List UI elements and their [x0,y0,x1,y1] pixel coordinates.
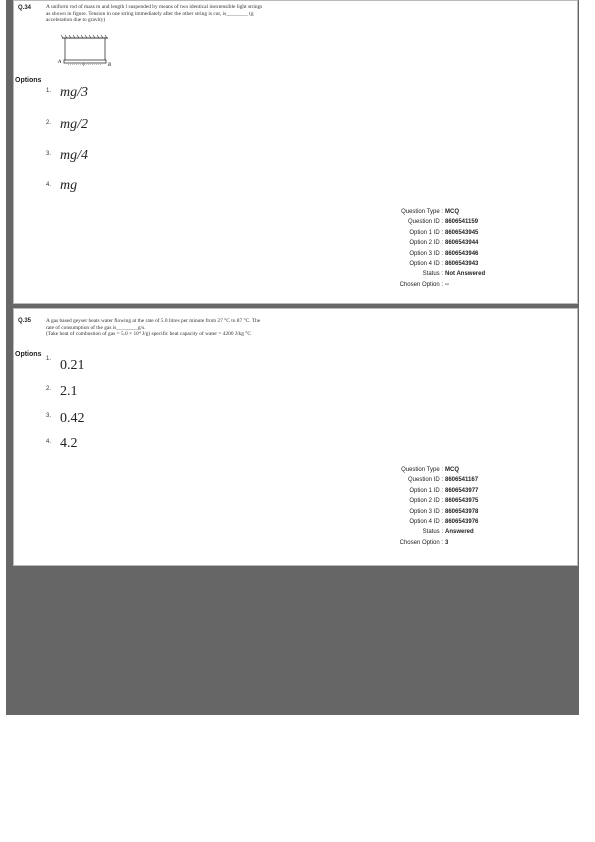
question-number: Q.34 [18,5,32,11]
label-a: A [58,60,62,65]
meta-value: 8606543943 [445,261,479,268]
meta-value: 3 [445,539,449,546]
question-text-line: A uniform rod of mass m and length l suspended by means of two identical inextensible light strings [46,4,263,10]
question-number: Q.35 [18,318,32,324]
meta-value: 8606543946 [445,250,479,257]
question-meta [357,465,537,548]
meta-key: Status : [422,271,443,278]
meta-value: 8606543945 [445,229,479,236]
meta-value: 8606543975 [445,498,479,505]
label-b: B [108,63,112,67]
meta-key: Question Type : [401,467,443,473]
meta-key: Option 4 ID : [409,261,443,268]
option-number: 4. [46,439,52,445]
meta-value: 8606543944 [445,240,479,247]
meta-key: Option 3 ID : [409,250,443,257]
question-text-line: acceleration due to gravity) [46,17,106,24]
question-text [46,4,262,24]
option-value: mg/4 [60,148,88,163]
meta-value: 8606543978 [445,508,479,515]
question-text-line: rate of consumption of the gas is________g/s. [46,324,146,331]
options-heading: Options [15,351,42,358]
question-panel-35 [13,308,578,566]
option-value: 0.42 [60,411,85,426]
meta-value: 8606543976 [445,519,479,526]
meta-key: Option 3 ID : [409,508,443,515]
meta-value: -- [445,281,449,288]
option-number: 1. [46,356,52,362]
meta-key: Option 1 ID : [409,229,443,236]
meta-key: Question Type : [401,209,443,215]
meta-value: 8606541159 [445,219,479,226]
meta-key: Option 1 ID : [409,487,443,494]
label-l: l [83,62,85,67]
meta-key: Option 4 ID : [409,519,443,526]
option-value: 4.2 [60,436,78,451]
meta-key: Question ID : [407,477,443,484]
meta-key: Question ID : [407,219,443,226]
meta-key: Chosen Option : [399,539,443,546]
question-panel-34 [13,0,578,304]
question-meta [357,207,537,290]
option-value: mg/3 [60,85,88,100]
option-number: 3. [46,151,52,157]
option-number: 4. [46,182,52,188]
option-value: mg [60,178,78,193]
meta-value: 8606541167 [445,477,479,484]
meta-value: MCQ [445,467,459,473]
option-value: 2.1 [60,384,78,399]
options-heading: Options [15,77,42,84]
meta-value: Answered [445,529,474,536]
option-value: 0.21 [60,358,85,373]
option-number: 1. [46,88,52,94]
option-number: 3. [46,413,52,419]
meta-value: 8606543977 [445,487,479,494]
question-text [46,318,260,338]
meta-value: Not Answered [445,271,486,278]
rod-figure [50,35,130,67]
option-number: 2. [46,120,52,126]
meta-key: Option 2 ID : [409,240,443,247]
meta-key: Chosen Option : [399,281,443,288]
meta-value: MCQ [445,209,459,215]
question-text-line: A gas based geyser heats water flowing at the rate of 5.0 litres per minute from 27 °C to 87 °C. The [46,318,261,324]
meta-key: Option 2 ID : [409,498,443,505]
option-value: mg/2 [60,117,88,132]
question-text-line: (Take heat of combustion of gas = 5.0 × 10⁴ J/g) specific heat capacity of water = 4200 J/kg °C [46,331,251,338]
question-text-line: as shown in figure. Tension in one string immediately after the other string is cut, is________ (g [46,10,254,17]
meta-key: Status : [422,529,443,536]
option-number: 2. [46,386,52,392]
